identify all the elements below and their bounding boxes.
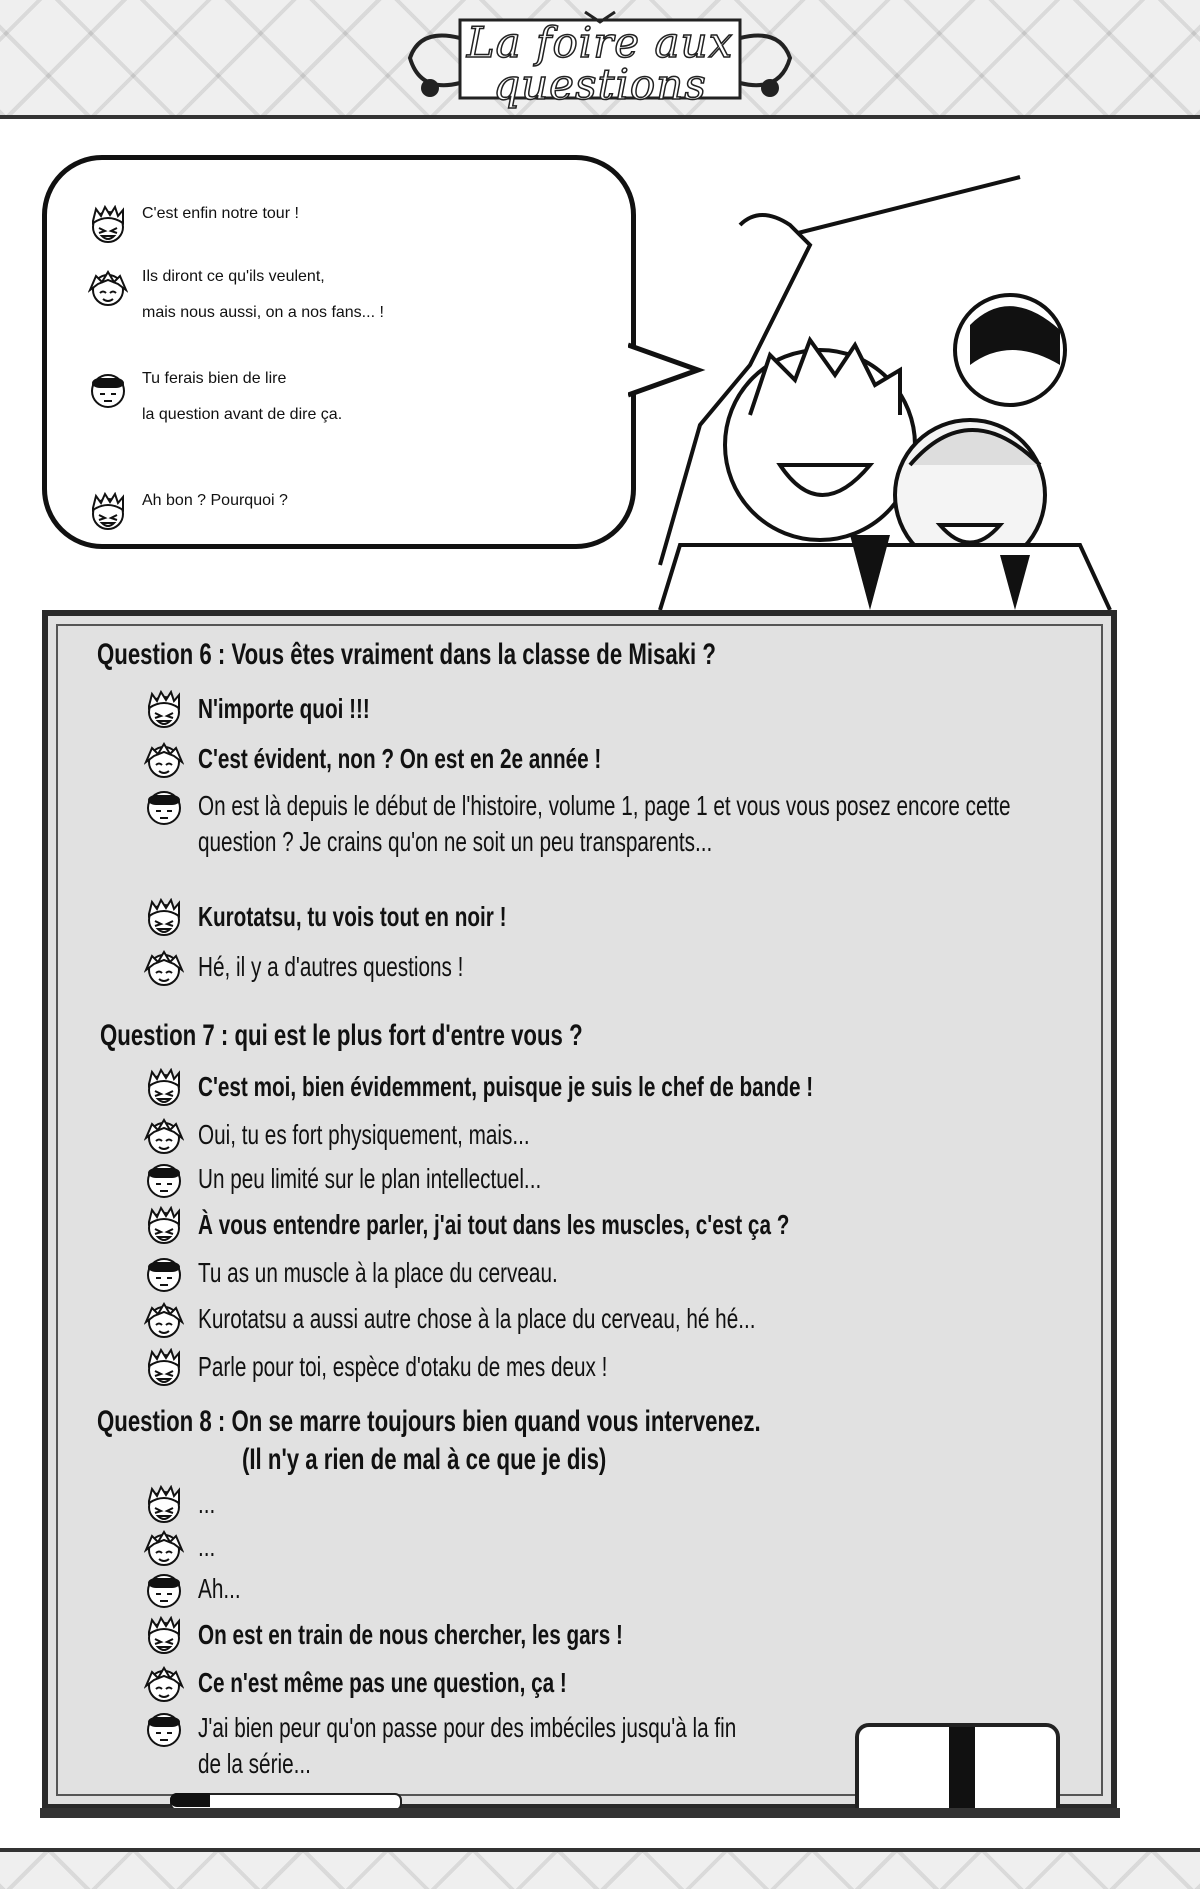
- dialogue-line: [144, 1570, 256, 1610]
- dialogue-text: C'est moi, bien évidemment, puisque je suis le chef de bande !: [198, 1071, 814, 1102]
- footer-band: [0, 1848, 1200, 1889]
- dialogue-line: [88, 492, 288, 532]
- dialogue-line: [88, 205, 299, 245]
- shiroyama-face-icon: [144, 898, 184, 938]
- face-spacer: [144, 823, 184, 863]
- question-title: Question 8 : On se marre toujours bien quand vous intervenez.: [97, 1405, 761, 1438]
- shiroyama-face-icon: [88, 492, 128, 532]
- dialogue-text: C'est évident, non ? On est en 2e année !: [198, 743, 602, 774]
- dialogue-line: [144, 1068, 1029, 1108]
- dialogue-text: la question avant de dire ça.: [142, 406, 343, 423]
- yoshimura-face-icon: [144, 948, 184, 988]
- dialogue-text: de la série...: [198, 1748, 311, 1779]
- dialogue-line: [88, 370, 286, 410]
- question-title: Question 7 : qui est le plus fort d'entre vous ?: [100, 1019, 583, 1052]
- yoshimura-face-icon: [144, 1528, 184, 1568]
- dialogue-text: Ce n'est même pas une question, ça !: [198, 1667, 567, 1698]
- yoshimura-face-icon: [144, 1664, 184, 1704]
- kurotatsu-face-icon: [144, 787, 184, 827]
- dialogue-text: Hé, il y a d'autres questions !: [198, 951, 464, 982]
- dialogue-line: [144, 1160, 662, 1200]
- dialogue-text: mais nous aussi, on a nos fans... !: [142, 304, 384, 321]
- dialogue-line: [144, 1485, 221, 1525]
- eraser-illustration: [855, 1723, 1060, 1815]
- dialogue-text: Tu ferais bien de lire: [142, 370, 287, 387]
- dialogue-text: ...: [198, 1488, 216, 1519]
- dialogue-text: Parle pour toi, espèce d'otaku de mes deux !: [198, 1351, 608, 1382]
- chalkboard-ledge: [40, 1808, 1120, 1818]
- dialogue-line: [144, 898, 615, 938]
- kurotatsu-face-icon: [144, 1160, 184, 1200]
- dialogue-line: [144, 787, 1200, 827]
- yoshimura-face-icon: [144, 740, 184, 780]
- yoshimura-face-icon: [88, 268, 128, 308]
- title-plate: [400, 8, 800, 109]
- dialogue-text: Oui, tu es fort physiquement, mais...: [198, 1119, 530, 1150]
- dialogue-text: Un peu limité sur le plan intellectuel...: [198, 1163, 542, 1194]
- question-title: (Il n'y a rien de mal à ce que je dis): [242, 1443, 607, 1476]
- shiroyama-face-icon: [144, 690, 184, 730]
- dialogue-text: À vous entendre parler, j'ai tout dans les muscles, c'est ça ?: [198, 1209, 790, 1240]
- dialogue-line: [144, 1709, 925, 1749]
- shiroyama-face-icon: [144, 1616, 184, 1656]
- dialogue-text: Tu as un muscle à la place du cerveau.: [198, 1257, 558, 1288]
- shiroyama-face-icon: [144, 1206, 184, 1246]
- dialogue-text: C'est enfin notre tour !: [142, 205, 299, 222]
- dialogue-line: [144, 690, 430, 730]
- dialogue-text: N'importe quoi !!!: [198, 693, 370, 724]
- page-title: La foire aux questions: [466, 18, 734, 109]
- kurotatsu-face-icon: [144, 1709, 184, 1749]
- dialogue-text: Kurotatsu, tu vois tout en noir !: [198, 901, 507, 932]
- dialogue-line: [144, 1116, 646, 1156]
- dialogue-line: [144, 1206, 997, 1246]
- dialogue-text: question ? Je crains qu'on ne soit un peu transparents...: [198, 826, 713, 857]
- dialogue-line: [144, 1745, 351, 1785]
- shiroyama-face-icon: [144, 1485, 184, 1525]
- dialogue-line: [144, 740, 743, 780]
- dialogue-line: [88, 304, 384, 344]
- kurotatsu-face-icon: [144, 1570, 184, 1610]
- face-spacer: [88, 304, 128, 344]
- dialogue-text: Ah...: [198, 1573, 241, 1604]
- dialogue-line: [144, 1254, 684, 1294]
- shiroyama-face-icon: [88, 205, 128, 245]
- dialogue-line: [144, 948, 557, 988]
- dialogue-text: ...: [198, 1531, 216, 1562]
- shiroyama-face-icon: [144, 1068, 184, 1108]
- characters-illustration: [640, 165, 1120, 610]
- yoshimura-face-icon: [144, 1300, 184, 1340]
- dialogue-line: [144, 1616, 772, 1656]
- dialogue-line: [144, 823, 893, 863]
- yoshimura-face-icon: [144, 1116, 184, 1156]
- dialogue-text: Ah bon ? Pourquoi ?: [142, 492, 288, 509]
- shiroyama-face-icon: [144, 1348, 184, 1388]
- kurotatsu-face-icon: [144, 1254, 184, 1294]
- dialogue-text: On est là depuis le début de l'histoire, volume 1, page 1 et vous vous posez encore cette: [198, 790, 1011, 821]
- dialogue-text: J'ai bien peur qu'on passe pour des imbéciles jusqu'à la fin: [198, 1712, 737, 1743]
- dialogue-text: On est en train de nous chercher, les gars !: [198, 1619, 623, 1650]
- question-title: Question 6 : Vous êtes vraiment dans la classe de Misaki ?: [97, 638, 716, 671]
- face-spacer: [144, 1745, 184, 1785]
- dialogue-line: [144, 1300, 951, 1340]
- dialogue-line: [88, 268, 325, 308]
- dialogue-line: [144, 1528, 221, 1568]
- dialogue-line: [144, 1348, 751, 1388]
- dialogue-line: [88, 406, 342, 446]
- dialogue-text: Kurotatsu a aussi autre chose à la place du cerveau, hé hé...: [198, 1303, 756, 1334]
- dialogue-line: [144, 1664, 696, 1704]
- dialogue-text: Ils diront ce qu'ils veulent,: [142, 268, 325, 285]
- eraser-band: [949, 1727, 975, 1815]
- kurotatsu-face-icon: [88, 370, 128, 410]
- face-spacer: [88, 406, 128, 446]
- chalk-tip: [170, 1793, 210, 1807]
